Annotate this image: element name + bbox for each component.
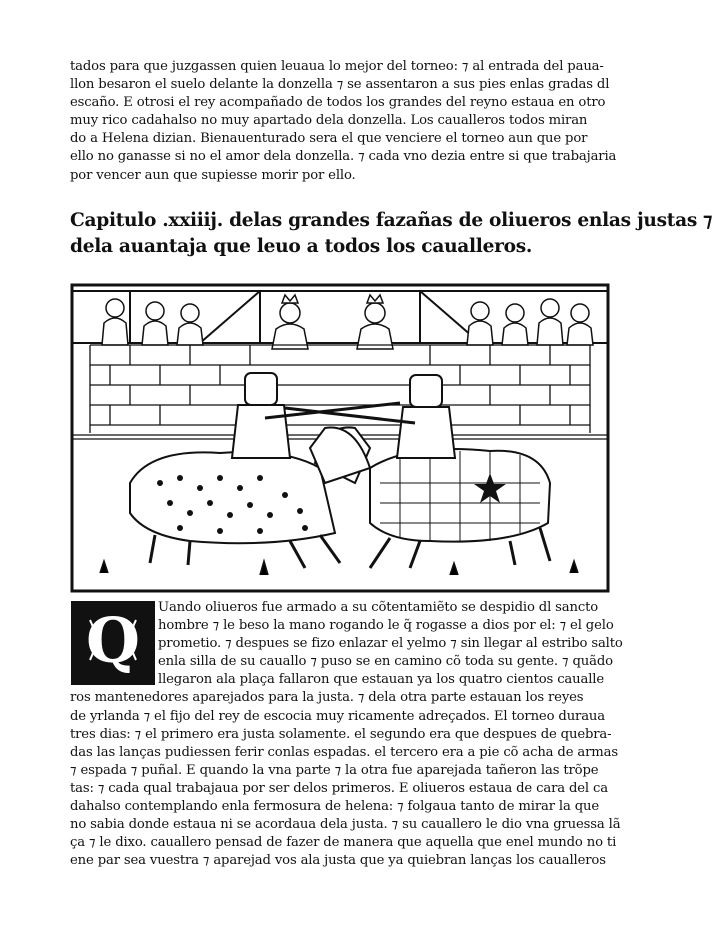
chapter-heading: [70, 208, 712, 260]
text-line: ⁊ espada ⁊ puñal. E quando la vna parte ⁊ la otra fue aparejada tañeron las trõpe: [70, 762, 599, 778]
woodcut-illustration: [70, 283, 610, 593]
text-line: escaño. E otrosi el rey acompañado de todos los grandes del reyno estaua en otro: [70, 95, 606, 111]
text-line: muy rico cadahalso no muy apartado dela donzella. Los caualleros todos miran: [70, 113, 588, 129]
text-line: llegaron ala plaça fallaron que estauan ya los quatro cientos caualle: [158, 672, 604, 688]
text-line: prometio. ⁊ despues se fizo enlazar el yelmo ⁊ sin llegar al estribo salto: [158, 636, 623, 652]
text-line: ene par sea vuestra ⁊ aparejad vos ala justa que ya quiebran lanças los caualleros: [70, 853, 606, 869]
text-line: por vencer aun que supiesse morir por ello.: [70, 167, 356, 183]
text-line: ello no ganasse si no el amor dela donzella. ⁊ cada vno dezia entre si que trabajaria: [70, 149, 617, 165]
top-paragraph: [70, 58, 625, 185]
heading-line: dela auantaja que leuo a todos los caualleros.: [70, 236, 533, 257]
text-line: hombre ⁊ le beso la mano rogando le q̃ rogasse a dios por el: ⁊ el gelo: [158, 618, 614, 634]
text-line: tados para que juzgassen quien leuaua lo mejor del torneo: ⁊ al entrada del paua-: [70, 59, 604, 74]
text-line: de yrlanda ⁊ el fijo del rey de escocia muy ricamente adreçados. El torneo duraua: [70, 708, 605, 724]
heading-line: Capitulo .xxiiij. delas grandes fazañas de oliueros enlas justas ⁊: [70, 210, 712, 231]
text-line: no sabia donde estaua ni se acordaua dela justa. ⁊ su cauallero le dio vna gruessa lã: [70, 817, 621, 833]
text-line: dahalso contemplando enla fermosura de helena: ⁊ folgaua tanto de mirar la que: [70, 799, 600, 815]
text-line: enla silla de su cauallo ⁊ puso se en camino cõ toda su gente. ⁊ quãdo: [158, 654, 613, 670]
text-line: do a Helena dizian. Bienauenturado sera el que venciere el torneo aun que por: [70, 131, 588, 147]
text-line: ça ⁊ le dixo. cauallero pensad de fazer de manera que aquella que enel mundo no ti: [70, 835, 617, 851]
text-line: llon besaron el suelo delante la donzella ⁊ se assentaron a sus pies enlas gradas dl: [70, 77, 610, 93]
text-line: ros mantenedores aparejados para la justa. ⁊ dela otra parte estauan los reyes: [70, 690, 584, 706]
text-line: Uando oliueros fue armado a su cõtentamiẽto se despidio dl sancto: [158, 600, 599, 615]
text-line: tres dias: ⁊ el primero era justa solamente. el segundo era que despues de quebra-: [70, 726, 612, 742]
initial-letter: Q: [85, 604, 141, 677]
text-line: das las lanças pudiessen ferir conlas espadas. el tercero era a pie cõ acha de armas: [70, 744, 618, 760]
body-paragraph: [70, 599, 625, 870]
text-line: tas: ⁊ cada qual trabajaua por ser delos primeros. E oliueros estaua de cara del ca: [70, 780, 608, 796]
